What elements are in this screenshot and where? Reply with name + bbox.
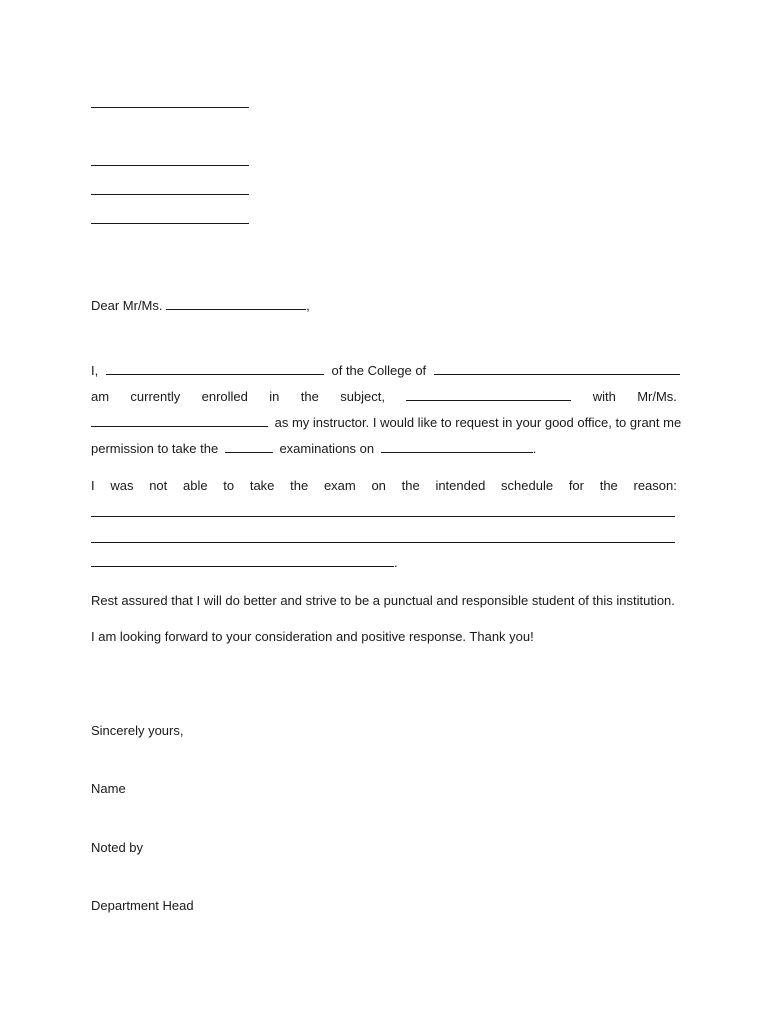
reason-blank-line-3[interactable] [91,556,394,567]
p2-word: the [290,478,309,493]
p2-word: I [91,478,95,493]
recipient-name-blank[interactable] [91,165,249,166]
addressee-blank[interactable] [166,299,306,310]
p2-word: reason: [633,478,677,493]
date-blank[interactable] [91,107,249,108]
noted-by-label: Noted by [91,840,144,855]
p2-word: not [149,478,168,493]
recipient-address-blank[interactable] [91,223,249,224]
paragraph-1-line-1 [91,363,677,379]
p2-word: the [599,478,618,493]
word-the: the [300,389,319,404]
reason-period: . [394,555,398,570]
paragraph-1-line-4 [91,441,677,457]
pronoun-i: I, [91,363,99,378]
salutation-prefix: Dear Mr/Ms. [91,298,163,313]
p2-word: for [568,478,584,493]
p2-word: schedule [501,478,554,493]
word-mrms: Mr/Ms. [637,389,677,404]
p2-word: the [401,478,420,493]
college-name-blank[interactable] [434,364,680,375]
salutation [91,298,310,314]
word-enrolled: enrolled [201,389,248,404]
closing-paragraph: I am looking forward to your consideration and positive response. Thank you! [91,629,534,644]
assurance-paragraph: Rest assured that I will do better and strive to be a punctual and responsible student of this institution. [91,593,675,608]
exam-date-blank[interactable] [381,442,533,453]
name-label: Name [91,781,126,796]
period: . [532,441,537,456]
word-currently: currently [130,389,181,404]
instructor-text: as my instructor. I would like to request in your good office, to grant me [274,415,682,430]
p2-word: was [110,478,134,493]
recipient-position-blank[interactable] [91,194,249,195]
subject-blank[interactable] [406,390,571,401]
p2-word: able [182,478,208,493]
salutation-comma: , [306,298,310,313]
paragraph-2-line-1 [91,478,677,494]
student-name-blank[interactable] [106,364,324,375]
p2-word: intended [435,478,486,493]
department-head-label: Department Head [91,898,194,913]
reason-line-3 [91,555,677,571]
reason-blank-line-1[interactable] [91,516,675,517]
word-am: am [91,389,110,404]
p2-word: exam [323,478,356,493]
college-label: of the College of [331,363,427,378]
instructor-blank[interactable] [91,416,268,427]
reason-blank-line-2[interactable] [91,542,675,543]
p2-word: to [223,478,235,493]
examinations-text: examinations on [279,441,375,456]
paragraph-1-line-2 [91,389,677,405]
paragraph-1-line-3 [91,415,682,431]
word-in: in [269,389,280,404]
exam-type-blank[interactable] [225,442,273,453]
permission-text: permission to take the [91,441,219,456]
word-subject: subject, [340,389,385,404]
p2-word: on [371,478,386,493]
p2-word: take [249,478,275,493]
word-with: with [592,389,616,404]
sincerely-text: Sincerely yours, [91,723,184,738]
